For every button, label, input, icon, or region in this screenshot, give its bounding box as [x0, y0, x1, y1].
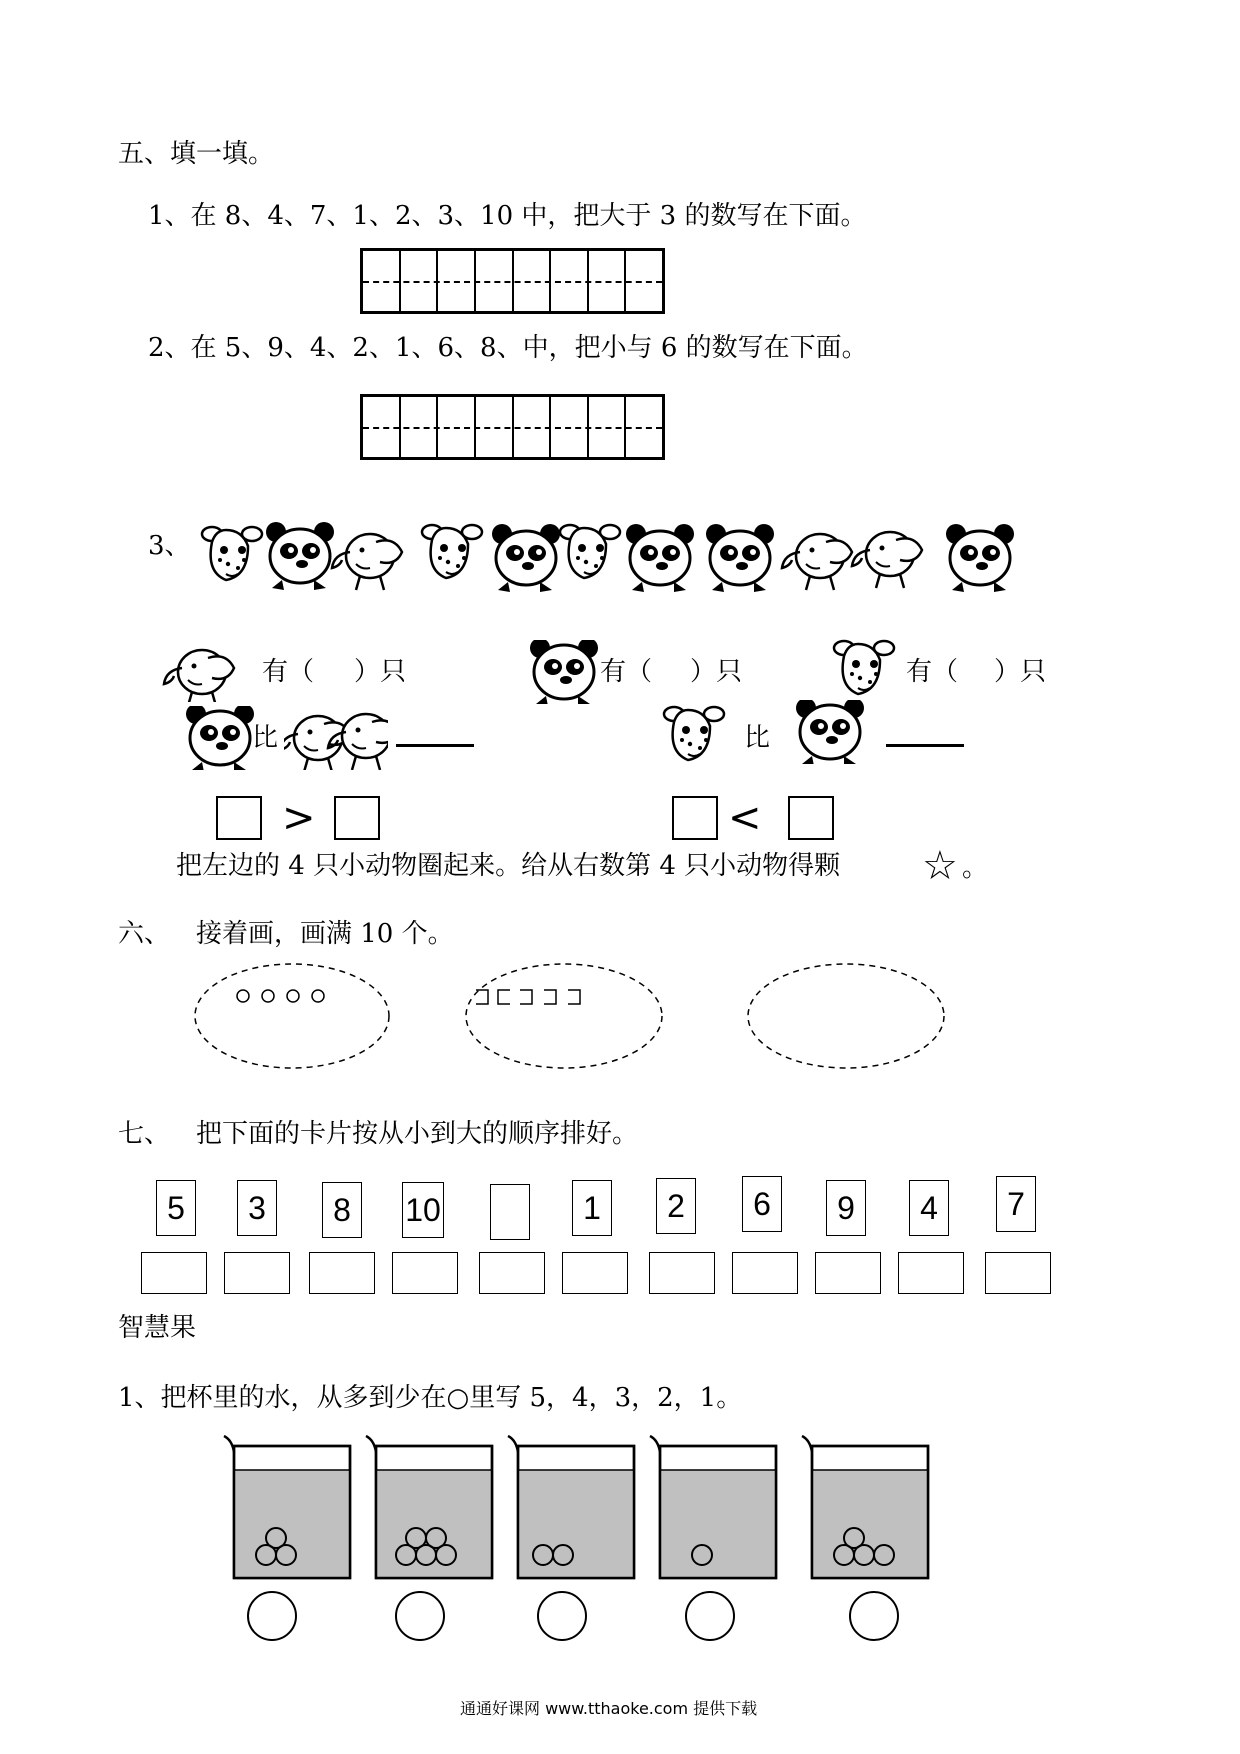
less-than-sign: < — [728, 795, 762, 841]
panda-icon — [492, 524, 560, 592]
answer-box[interactable] — [216, 796, 262, 840]
answer-circle — [686, 1592, 734, 1640]
number-card[interactable]: 5 — [156, 1180, 196, 1236]
answer-slot[interactable] — [562, 1252, 628, 1294]
number-card[interactable]: 4 — [909, 1180, 949, 1236]
section-5-heading: 五、填一填。 — [118, 139, 275, 169]
section-6-instruction: 接着画，画满 10 个。 — [196, 919, 454, 949]
elephant-icon — [852, 532, 922, 588]
elephant-pair — [284, 706, 388, 770]
section-7-heading: 七、 — [118, 1119, 171, 1149]
panda-icon — [530, 640, 600, 704]
answer-circle — [248, 1592, 296, 1640]
number-card[interactable]: 1 — [572, 1180, 612, 1236]
number-card[interactable]: 7 — [996, 1176, 1036, 1232]
compare-blank-right[interactable] — [886, 744, 964, 747]
elephant-count-open: 有（ — [262, 657, 315, 687]
number-card[interactable]: 10 — [402, 1182, 444, 1238]
panda-icon — [266, 522, 334, 590]
cup-icon — [508, 1436, 634, 1578]
answer-slot[interactable] — [815, 1252, 881, 1294]
section-7-instruction: 把下面的卡片按从小到大的顺序排好。 — [196, 1119, 639, 1149]
answer-slot[interactable] — [649, 1252, 715, 1294]
number-card[interactable]: 3 — [237, 1180, 277, 1236]
giraffe-icon — [660, 698, 730, 774]
answer-slot[interactable] — [392, 1252, 458, 1294]
question-5-2: 2、在 5、9、4、2、1、6、8、中，把小与 6 的数写在下面。 — [148, 333, 868, 363]
section-6-heading: 六、 — [118, 919, 171, 949]
cup-icon — [224, 1436, 350, 1578]
panda-count-close: ）只 — [690, 657, 743, 687]
circle-icon — [312, 990, 324, 1002]
oval-brackets — [466, 964, 662, 1068]
answer-slot[interactable] — [732, 1252, 798, 1294]
answer-box[interactable] — [334, 796, 380, 840]
compare-blank-left[interactable] — [396, 744, 474, 747]
number-card[interactable]: 6 — [742, 1176, 782, 1232]
compare-label-right: 比 — [744, 723, 771, 753]
circle-icon — [287, 990, 299, 1002]
elephant-icon — [332, 534, 402, 590]
answer-slot[interactable] — [985, 1252, 1051, 1294]
giraffe-icon — [560, 525, 620, 578]
answer-circle — [850, 1592, 898, 1640]
giraffe-count-close: ）只 — [994, 657, 1047, 687]
question-5-1: 1、在 8、4、7、1、2、3、10 中，把大于 3 的数写在下面。 — [148, 201, 867, 231]
answer-slot[interactable] — [898, 1252, 964, 1294]
circle-star-instruction: 把左边的 4 只小动物圈起来。给从右数第 4 只小动物得颗 — [176, 851, 841, 881]
bonus-heading: 智慧果 — [118, 1313, 197, 1343]
number-card[interactable]: 9 — [826, 1180, 866, 1236]
bracket-icon — [498, 990, 510, 1004]
giraffe-icon — [202, 527, 262, 580]
answer-box[interactable] — [672, 796, 718, 840]
circle-icon — [237, 990, 249, 1002]
answer-slot[interactable] — [309, 1252, 375, 1294]
oval-empty — [748, 964, 944, 1068]
number-card[interactable] — [490, 1184, 530, 1240]
number-card[interactable]: 8 — [322, 1182, 362, 1238]
bracket-icon — [568, 990, 580, 1004]
answer-circles[interactable] — [210, 1588, 930, 1648]
instruction-period: 。 — [962, 853, 989, 883]
giraffe-icon — [422, 525, 482, 578]
answer-slot[interactable] — [479, 1252, 545, 1294]
bracket-icon — [544, 990, 556, 1004]
circle-icon — [262, 990, 274, 1002]
cup-icon — [802, 1436, 928, 1578]
panda-count-open: 有（ — [600, 657, 653, 687]
compare-label-left: 比 — [252, 723, 279, 753]
answer-slot[interactable] — [141, 1252, 207, 1294]
drawing-area[interactable] — [190, 960, 1050, 1080]
bracket-icon — [520, 990, 532, 1004]
animal-row[interactable] — [190, 510, 1030, 600]
cup-icon — [650, 1436, 776, 1578]
bonus-question-1: 1、把杯里的水，从多到少在○里写 5，4，3，2，1。 — [118, 1383, 743, 1413]
number-card[interactable]: 2 — [656, 1178, 696, 1234]
elephant-icon — [782, 534, 852, 590]
answer-circle — [396, 1592, 444, 1640]
answer-grid-2[interactable] — [360, 394, 665, 460]
panda-icon — [706, 524, 774, 592]
panda-icon — [946, 524, 1014, 592]
answer-circle — [538, 1592, 586, 1640]
answer-slot[interactable] — [224, 1252, 290, 1294]
cup-icon — [366, 1436, 492, 1578]
greater-than-sign: > — [282, 795, 316, 841]
panda-icon — [796, 700, 866, 764]
answer-box[interactable] — [788, 796, 834, 840]
panda-icon — [186, 706, 256, 770]
question-5-3-label: 3、 — [148, 531, 191, 561]
answer-grid-1[interactable] — [360, 248, 665, 314]
elephant-icon — [158, 642, 248, 702]
panda-icon — [626, 524, 694, 592]
elephant-count-close: ）只 — [354, 657, 407, 687]
elephant-icon — [284, 716, 350, 770]
giraffe-icon — [830, 632, 900, 708]
oval-circles — [195, 964, 389, 1068]
star-icon: ☆ — [922, 843, 958, 889]
giraffe-count-open: 有（ — [906, 657, 959, 687]
footer-text: 通通好课网 www.tthaoke.com 提供下载 — [460, 1699, 758, 1718]
